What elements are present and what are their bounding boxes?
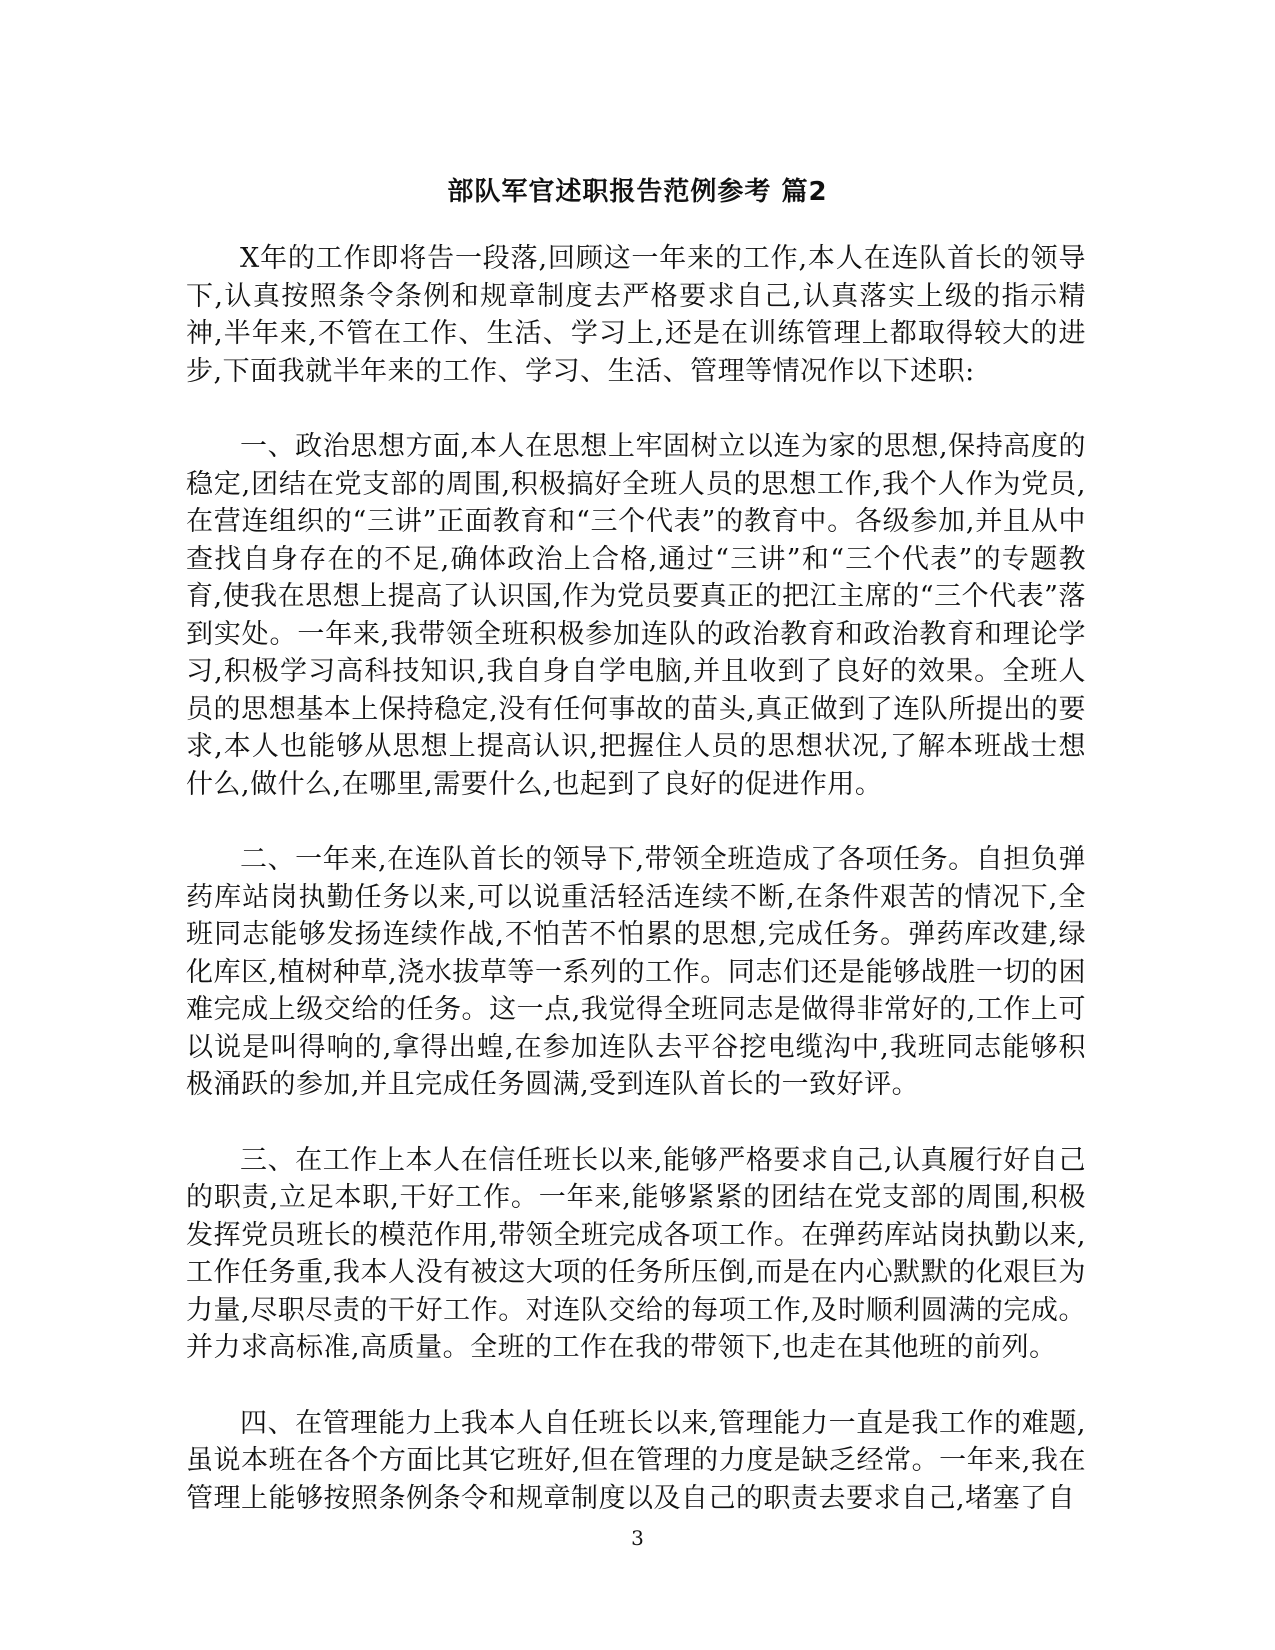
paragraph-work: 三、在工作上本人在信任班长以来,能够严格要求自己,认真履行好自己的职责,立足本职,干好工作。一年来,能够紧紧的团结在党支部的周围,积极发挥党员班长的模范作用,带领全班完成各项工作。在弹药库站岗执勤以来,工作任务重,我本人没有被这大项的任务所压倒,而是在内心默默的化艰巨为力量,尽职尽责的干好工作。对连队交给的每项工作,及时顺利圆满的完成。并力求高标准,高质量。全班的工作在我的带领下,也走在其他班的前列。 bbox=[186, 1144, 1086, 1363]
document-body bbox=[186, 240, 1086, 1555]
paragraph-political-thought: 一、政治思想方面,本人在思想上牢固树立以连为家的思想,保持高度的稳定,团结在党支部的周围,积极搞好全班人员的思想工作,我个人作为党员,在营连组织的“三讲”正面教育和“三个代表”的教育中。各级参加,并且从中查找自身存在的不足,确体政治上合格,通过“三讲”和“三个代表”的专题教育,使我在思想上提高了认识国,作为党员要真正的把江主席的“三个代表”落到实处。一年来,我带领全班积极参加连队的政治教育和政治教育和理论学习,积极学习高科技知识,我自身自学电脑,并且收到了良好的效果。全班人员的思想基本上保持稳定,没有任何事故的苗头,真正做到了连队所提出的要求,本人也能够从思想上提高认识,把握住人员的思想状况,了解本班战士想什么,做什么,在哪里,需要什么,也起到了良好的促进作用。 bbox=[186, 431, 1086, 800]
paragraph-management: 四、在管理能力上我本人自任班长以来,管理能力一直是我工作的难题,虽说本班在各个方面比其它班好,但在管理的力度是缺乏经常。一年来,我在管理上能够按照条例条令和规章制度以及自己的职责去要求自己,堵塞了自 bbox=[186, 1407, 1086, 1514]
page-title: 部队军官述职报告范例参考 篇2 bbox=[447, 177, 828, 207]
paragraph-intro: X年的工作即将告一段落,回顾这一年来的工作,本人在连队首长的领导下,认真按照条令条例和规章制度去严格要求自己,认真落实上级的指示精神,半年来,不管在工作、生活、学习上,还是在训练管理上都取得较大的进步,下面我就半年来的工作、学习、生活、管理等情况作以下述职: bbox=[186, 243, 1086, 387]
page-number: 3 bbox=[631, 1526, 644, 1550]
paragraph-tasks: 二、一年来,在连队首长的领导下,带领全班造成了各项任务。自担负弹药库站岗执勤任务以来,可以说重活轻活连续不断,在条件艰苦的情况下,全班同志能够发扬连续作战,不怕苦不怕累的思想,完成任务。弹药库改建,绿化库区,植树种草,浇水拔草等一系列的工作。同志们还是能够战胜一切的困难完成上级交给的任务。这一点,我觉得全班同志是做得非常好的,工作上可以说是叫得响的,拿得出蝗,在参加连队去平谷挖电缆沟中,我班同志能够积极涌跃的参加,并且完成任务圆满,受到连队首长的一致好评。 bbox=[186, 844, 1086, 1100]
